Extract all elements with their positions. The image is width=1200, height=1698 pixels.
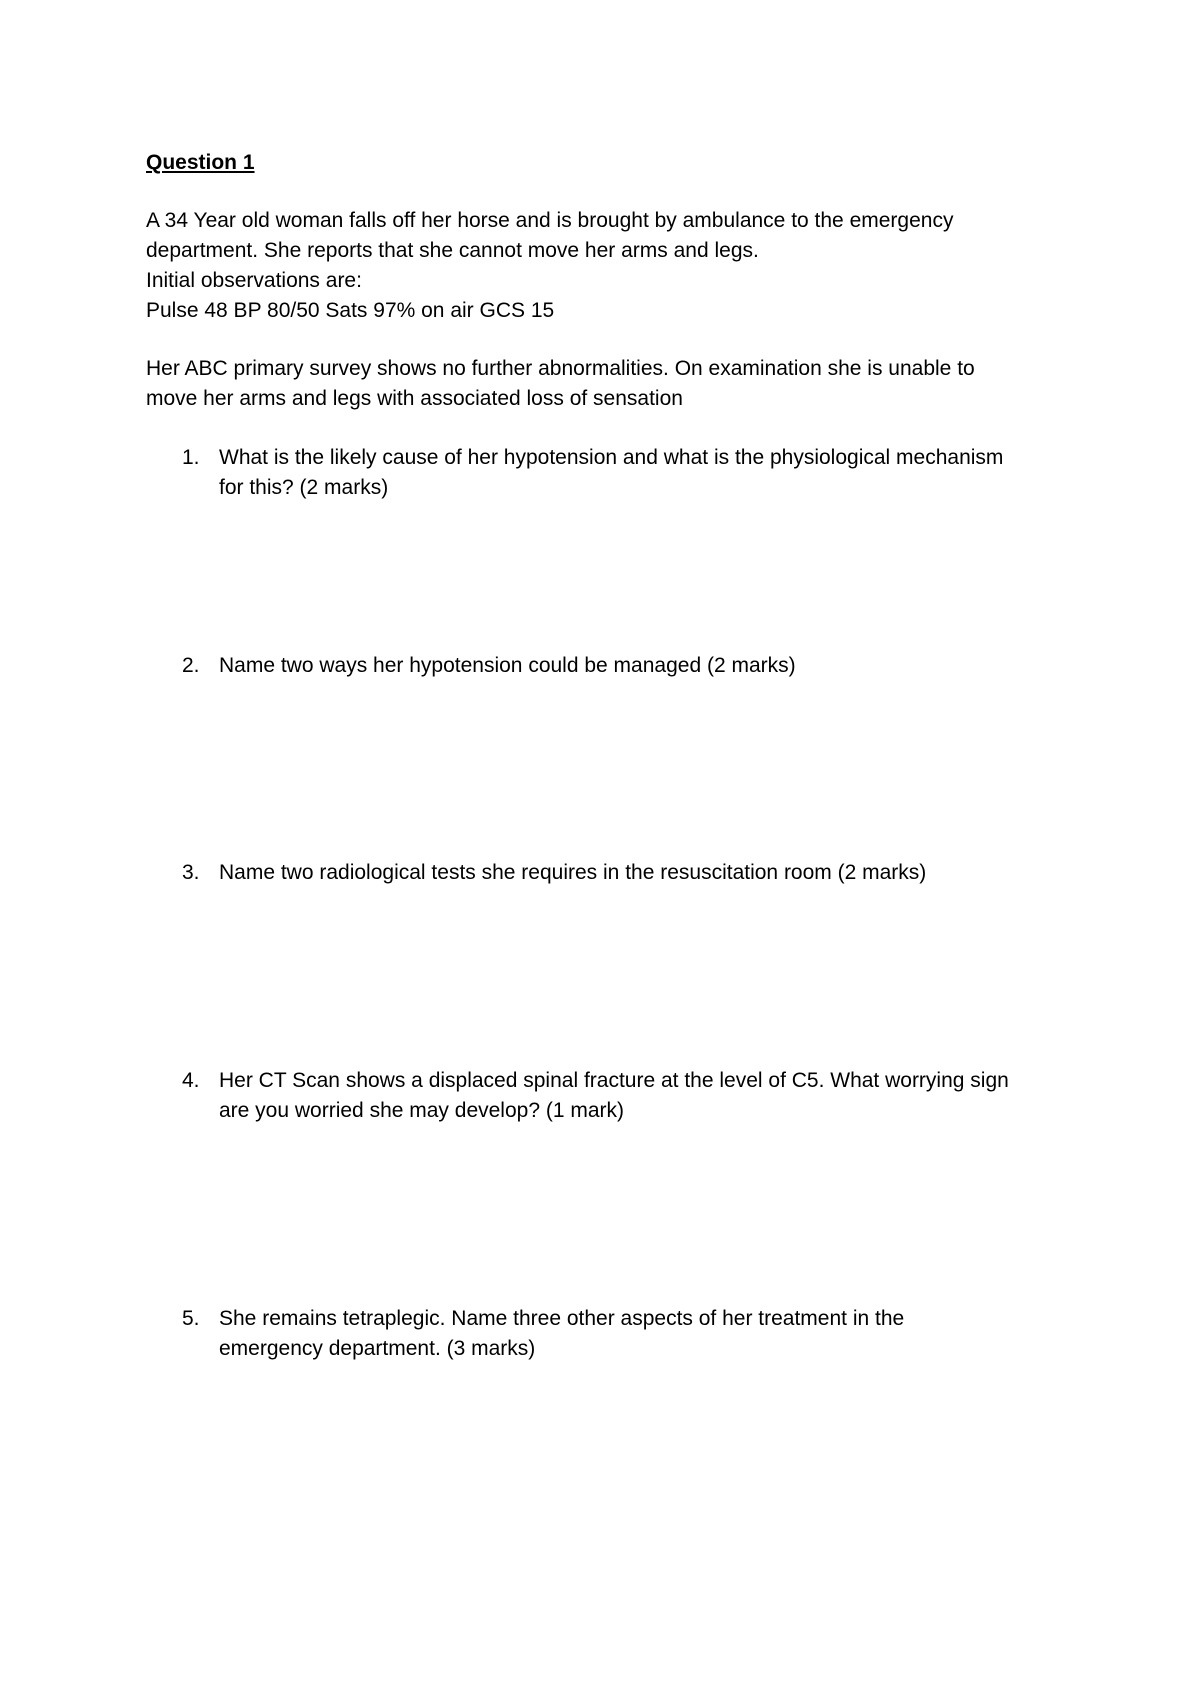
question-text-line: are you worried she may develop? (1 mark) <box>219 1099 625 1122</box>
question-text-line: emergency department. (3 marks) <box>219 1337 536 1360</box>
question-item-5 <box>146 1304 1076 1364</box>
survey-paragraph <box>146 354 1076 414</box>
question-text <box>219 1066 1076 1126</box>
question-text-line: What is the likely cause of her hypotension and what is the physiological mechanism <box>219 446 1004 469</box>
question-item-3 <box>146 858 1076 888</box>
question-text-line: for this? (2 marks) <box>219 476 389 499</box>
question-text <box>219 858 1076 888</box>
question-item-1 <box>146 443 1076 503</box>
question-heading: Question 1 <box>146 151 255 174</box>
scenario-line: Initial observations are: <box>146 269 362 292</box>
question-number: 2. <box>182 654 200 677</box>
scenario-line: department. She reports that she cannot move her arms and legs. <box>146 239 759 262</box>
question-text <box>219 443 1076 503</box>
observations-line: Pulse 48 BP 80/50 Sats 97% on air GCS 15 <box>146 299 555 322</box>
question-text <box>219 651 1076 681</box>
question-item-4 <box>146 1066 1076 1126</box>
question-number: 1. <box>182 446 200 469</box>
question-text-line: Her CT Scan shows a displaced spinal fracture at the level of C5. What worrying sign <box>219 1069 1009 1092</box>
survey-line: Her ABC primary survey shows no further abnormalities. On examination she is unable to <box>146 357 975 380</box>
question-number: 5. <box>182 1307 200 1330</box>
question-text <box>219 1304 1076 1364</box>
scenario-paragraph <box>146 206 1076 326</box>
question-text-line: Name two ways her hypotension could be managed (2 marks) <box>219 654 796 677</box>
survey-line: move her arms and legs with associated loss of sensation <box>146 387 683 410</box>
question-text-line: Name two radiological tests she requires in the resuscitation room (2 marks) <box>219 861 927 884</box>
question-item-2 <box>146 651 1076 681</box>
question-text-line: She remains tetraplegic. Name three other aspects of her treatment in the <box>219 1307 905 1330</box>
scenario-line: A 34 Year old woman falls off her horse and is brought by ambulance to the emergency <box>146 209 954 232</box>
question-number: 4. <box>182 1069 200 1092</box>
question-number: 3. <box>182 861 200 884</box>
